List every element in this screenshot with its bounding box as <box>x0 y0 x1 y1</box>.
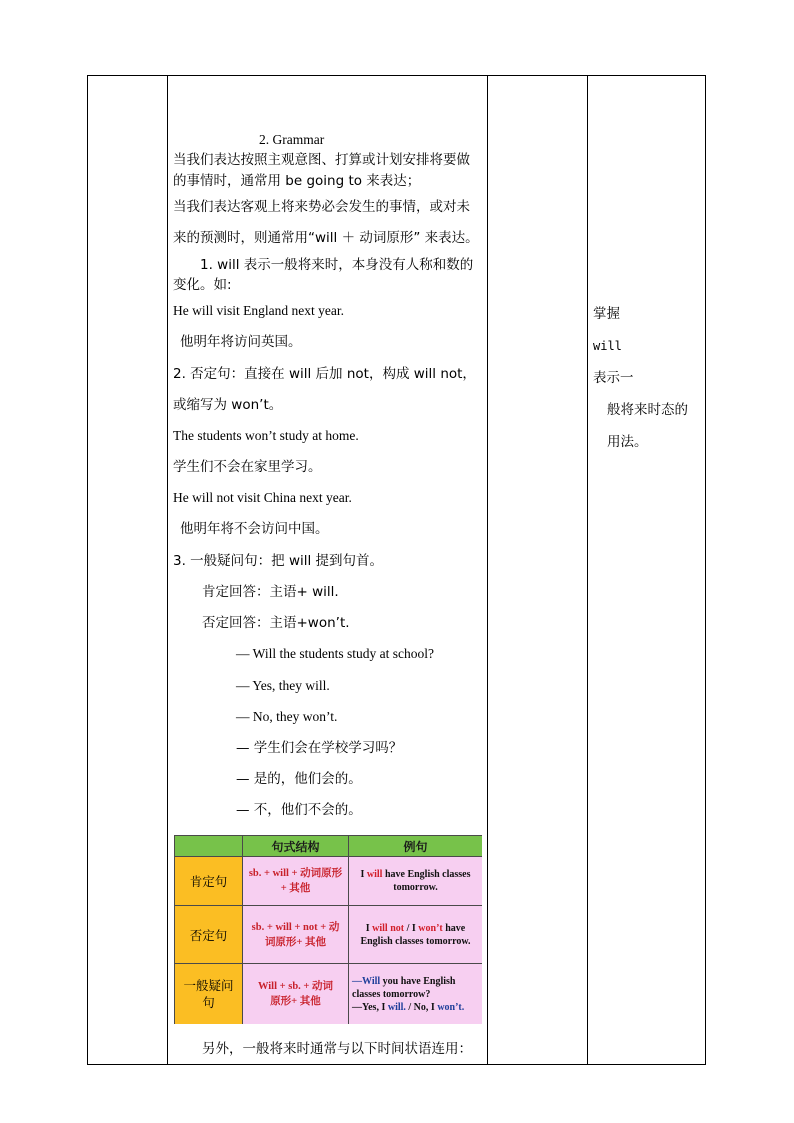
text-line: 2. 否定句：直接在 will 后加 not，构成 will not， <box>173 366 476 382</box>
section-heading: 2. Grammar <box>259 132 325 147</box>
ex-text: I <box>365 922 373 934</box>
row-example <box>349 963 482 1024</box>
text-line: 否定回答：主语+won’t. <box>202 615 350 631</box>
note-keyword: will <box>593 339 622 353</box>
text-line: 或缩写为 won’t。 <box>173 397 283 413</box>
translation: 他明年将不会访问中国。 <box>180 521 329 537</box>
ex-text: have English classes tomorrow. <box>360 922 471 947</box>
dialogue-line: — 是的，他们会的。 <box>236 771 362 787</box>
dialogue-line: — No, they won’t. <box>236 709 338 724</box>
dialogue-line: — 学生们会在学校学习吗？ <box>236 740 403 756</box>
table-header-structure: 句式结构 <box>243 836 349 856</box>
grammar-table <box>174 835 482 1024</box>
ex-dash: — <box>352 975 362 987</box>
note-text: 用法。 <box>607 434 648 450</box>
row-example <box>349 905 482 963</box>
ex-text: / I <box>404 922 419 934</box>
translation: 他明年将访问英国。 <box>180 334 302 350</box>
ex-keyword: will <box>366 869 383 880</box>
ex-keyword: won’t <box>418 922 443 934</box>
example-sentence: The students won’t study at home. <box>173 428 359 443</box>
row-example <box>349 856 482 905</box>
text-line: 的事情时，通常用 be going to 来表达； <box>173 173 421 189</box>
note-text: 表示一 <box>593 370 634 386</box>
column-divider <box>167 75 168 1065</box>
ex-keyword: won’t. <box>437 1001 465 1013</box>
translation: 学生们不会在家里学习。 <box>173 459 322 475</box>
ex-keyword: will not <box>372 922 405 934</box>
ex-text: —Yes, I <box>352 1001 388 1013</box>
note-text: 般将来时态的 <box>607 402 688 418</box>
dialogue-line: — 不，他们不会的。 <box>236 802 362 818</box>
dialogue-line: — Will the students study at school? <box>236 646 434 661</box>
row-label: 否定句 <box>175 905 243 963</box>
table-header-example: 例句 <box>349 836 482 856</box>
example-sentence: He will visit England next year. <box>173 303 344 318</box>
column-divider <box>487 75 488 1065</box>
table-header-blank <box>175 836 243 856</box>
row-structure: sb. + will + not + 动词原形+ 其他 <box>243 905 349 963</box>
ex-text: I <box>360 869 367 880</box>
ex-text: / No, I <box>405 1001 438 1013</box>
objective-note <box>593 298 703 458</box>
text-line: 肯定回答：主语+ will. <box>202 584 339 600</box>
text-line: 1. will 表示一般将来时，本身没有人称和数的 <box>200 257 474 273</box>
text-line: 3. 一般疑问句：把 will 提到句首。 <box>173 553 384 569</box>
row-structure: Will + sb. + 动词原形+ 其他 <box>243 963 349 1024</box>
row-label: 肯定句 <box>175 856 243 905</box>
note-text: 掌握 <box>593 306 620 322</box>
column-divider <box>587 75 588 1065</box>
text-line: 另外，一般将来时通常与以下时间状语连用： <box>202 1041 472 1057</box>
text-line: 当我们表达客观上将来势必会发生的事情，或对未 <box>173 199 470 215</box>
row-label: 一般疑问句 <box>175 963 243 1024</box>
text-line: 当我们表达按照主观意图、打算或计划安排将要做 <box>173 152 470 168</box>
row-structure: sb. + will + 动词原形 + 其他 <box>243 856 349 905</box>
ex-text: you have English classes tomorrow? <box>352 975 456 1000</box>
text-line: 来的预测时，则通常用“will ＋ 动词原形” 来表达。 <box>173 230 479 246</box>
example-sentence: He will not visit China next year. <box>173 490 352 505</box>
text-line: 变化。如: <box>173 277 232 293</box>
ex-text: have English classes tomorrow. <box>382 869 471 893</box>
ex-keyword: will. <box>387 1001 406 1013</box>
dialogue-line: — Yes, they will. <box>236 678 330 693</box>
ex-keyword: Will <box>362 975 381 987</box>
